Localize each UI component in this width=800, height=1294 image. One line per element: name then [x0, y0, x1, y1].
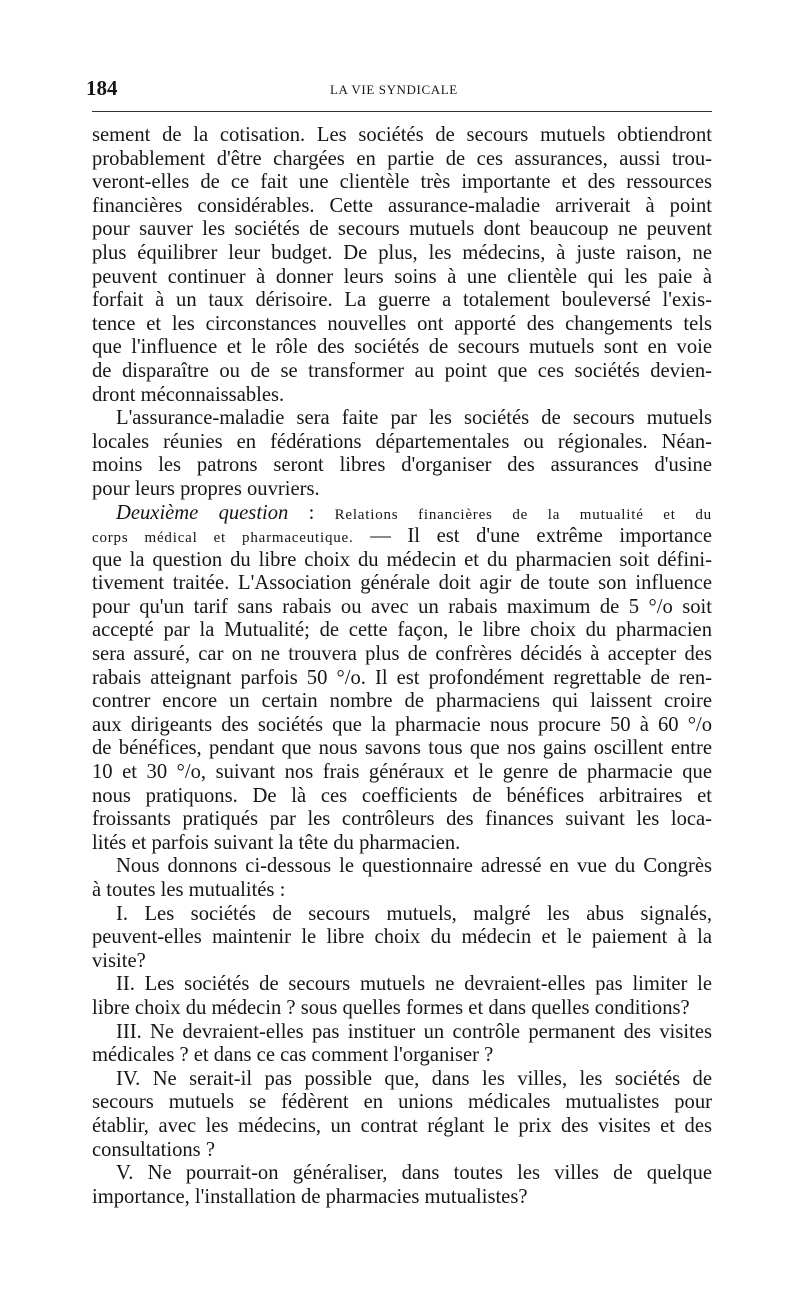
- page-number: 184: [86, 76, 118, 100]
- text-line: de bénéfices, pendant que nous savons tous que nos gains oscillent entre: [92, 737, 712, 760]
- text-line: dront méconnaissables.: [92, 383, 285, 406]
- text-line: accepté par la Mutualité; de cette façon, le libre choix du pharmacien: [92, 619, 712, 642]
- question-item: I. Les sociétés de secours mutuels, malgré les abus signalés,: [116, 902, 712, 925]
- text-line: contrer encore un certain nombre de pharmaciens qui laissent croire: [92, 690, 712, 713]
- text-line: peuvent-elles maintenir le libre choix du médecin et le paiement à la: [92, 926, 712, 949]
- text-line: de disparaître ou de se transformer au point que ces sociétés devien-: [92, 359, 712, 382]
- text-line: que la question du libre choix du médecin et du pharmacien soit défini-: [92, 548, 712, 571]
- text-line: 10 et 30 °/o, suivant nos frais généraux et le genre de pharmacie que: [92, 761, 712, 784]
- text-line: peuvent continuer à donner leurs soins à une clientèle qui les paie à: [92, 265, 712, 288]
- text-line: pour qu'un tarif sans rabais ou avec un rabais maximum de 5 °/o soit: [92, 595, 712, 618]
- text-line: nous pratiquons. De là ces coefficients de bénéfices arbitraires et: [92, 784, 712, 807]
- text-line: sera assuré, car on ne trouvera plus de confrères décidés à accepter des: [92, 643, 712, 666]
- page-header: [86, 76, 712, 104]
- text-line: que l'influence et le rôle des sociétés de secours mutuels sont en voie: [92, 336, 712, 359]
- text-line: L'assurance-maladie sera faite par les sociétés de secours mutuels: [116, 407, 712, 430]
- section-heading-line: [92, 502, 712, 526]
- text-line: visite?: [92, 949, 146, 972]
- header-rule: [92, 111, 712, 112]
- text-line: consultations ?: [92, 1138, 215, 1161]
- text-line: pour leurs propres ouvriers.: [92, 477, 320, 500]
- question-item: III. Ne devraient-elles pas instituer un contrôle permanent des visites: [116, 1020, 712, 1043]
- question-item: V. Ne pourrait-on généraliser, dans toutes les villes de quelque: [116, 1162, 712, 1185]
- section-heading: Relations financières de la mutualité et du: [334, 506, 712, 523]
- text-line: forfait à un taux dérisoire. La guerre a totalement bouleversé l'exis-: [92, 289, 712, 312]
- text-line: probablement d'être chargées en partie de ces assurances, aussi trou-: [92, 147, 712, 170]
- text-line: tence et les circonstances nouvelles ont apporté des changements tels: [92, 312, 712, 335]
- text-line: importance, l'installation de pharmacies mutualistes?: [92, 1185, 528, 1208]
- text-fragment: — Il est d'une extrême importance: [353, 525, 712, 548]
- question-item: IV. Ne serait-il pas possible que, dans les villes, les sociétés de: [116, 1067, 712, 1090]
- section-heading-cont: corps médical et pharmaceutique.: [92, 530, 354, 547]
- text-line: secours mutuels se fédèrent en unions médicales mutualistes pour: [92, 1091, 712, 1114]
- text-line: locales réunies en fédérations départementales ou régionales. Néan-: [92, 430, 712, 453]
- running-title: LA VIE SYNDICALE: [330, 82, 458, 97]
- text-line: rabais atteignant parfois 50 °/o. Il est profondément regrettable de ren-: [92, 666, 712, 689]
- text-line: médicales ? et dans ce cas comment l'organiser ?: [92, 1044, 494, 1067]
- text-line: sement de la cotisation. Les sociétés de secours mutuels obtiendront: [92, 124, 712, 146]
- text-line: plus équilibrer leur budget. De plus, les médecins, à juste raison, ne: [92, 241, 712, 264]
- body-text: [92, 124, 712, 1209]
- text-line: lités et parfois suivant la tête du pharmacien.: [92, 831, 461, 854]
- section-heading-line: [92, 525, 712, 549]
- text-line: tivement traitée. L'Association générale doit agir de toute son influence: [92, 572, 712, 595]
- text-line: aux dirigeants des sociétés que la pharmacie nous procure 50 à 60 °/o: [92, 713, 712, 736]
- question-separator: :: [288, 501, 335, 524]
- text-line: veront-elles de ce fait une clientèle très importante et des ressources: [92, 171, 712, 194]
- text-line: Nous donnons ci-dessous le questionnaire adressé en vue du Congrès: [116, 855, 712, 878]
- text-line: pour sauver les sociétés de secours mutuels dont beaucoup ne peuvent: [92, 218, 712, 241]
- question-label: Deuxième question: [116, 501, 289, 524]
- text-line: financières considérables. Cette assurance-maladie arriverait à point: [92, 194, 712, 217]
- text-line: libre choix du médecin ? sous quelles formes et dans quelles conditions?: [92, 996, 690, 1019]
- question-item: II. Les sociétés de secours mutuels ne devraient-elles pas limiter le: [116, 973, 712, 996]
- text-line: à toutes les mutualités :: [92, 879, 286, 901]
- text-line: moins les patrons seront libres d'organiser des assurances d'usine: [92, 454, 712, 477]
- text-line: froissants pratiqués par les contrôleurs des finances suivant les loca-: [92, 808, 712, 831]
- text-line: établir, avec les médecins, un contrat réglant le prix des visites et des: [92, 1114, 712, 1137]
